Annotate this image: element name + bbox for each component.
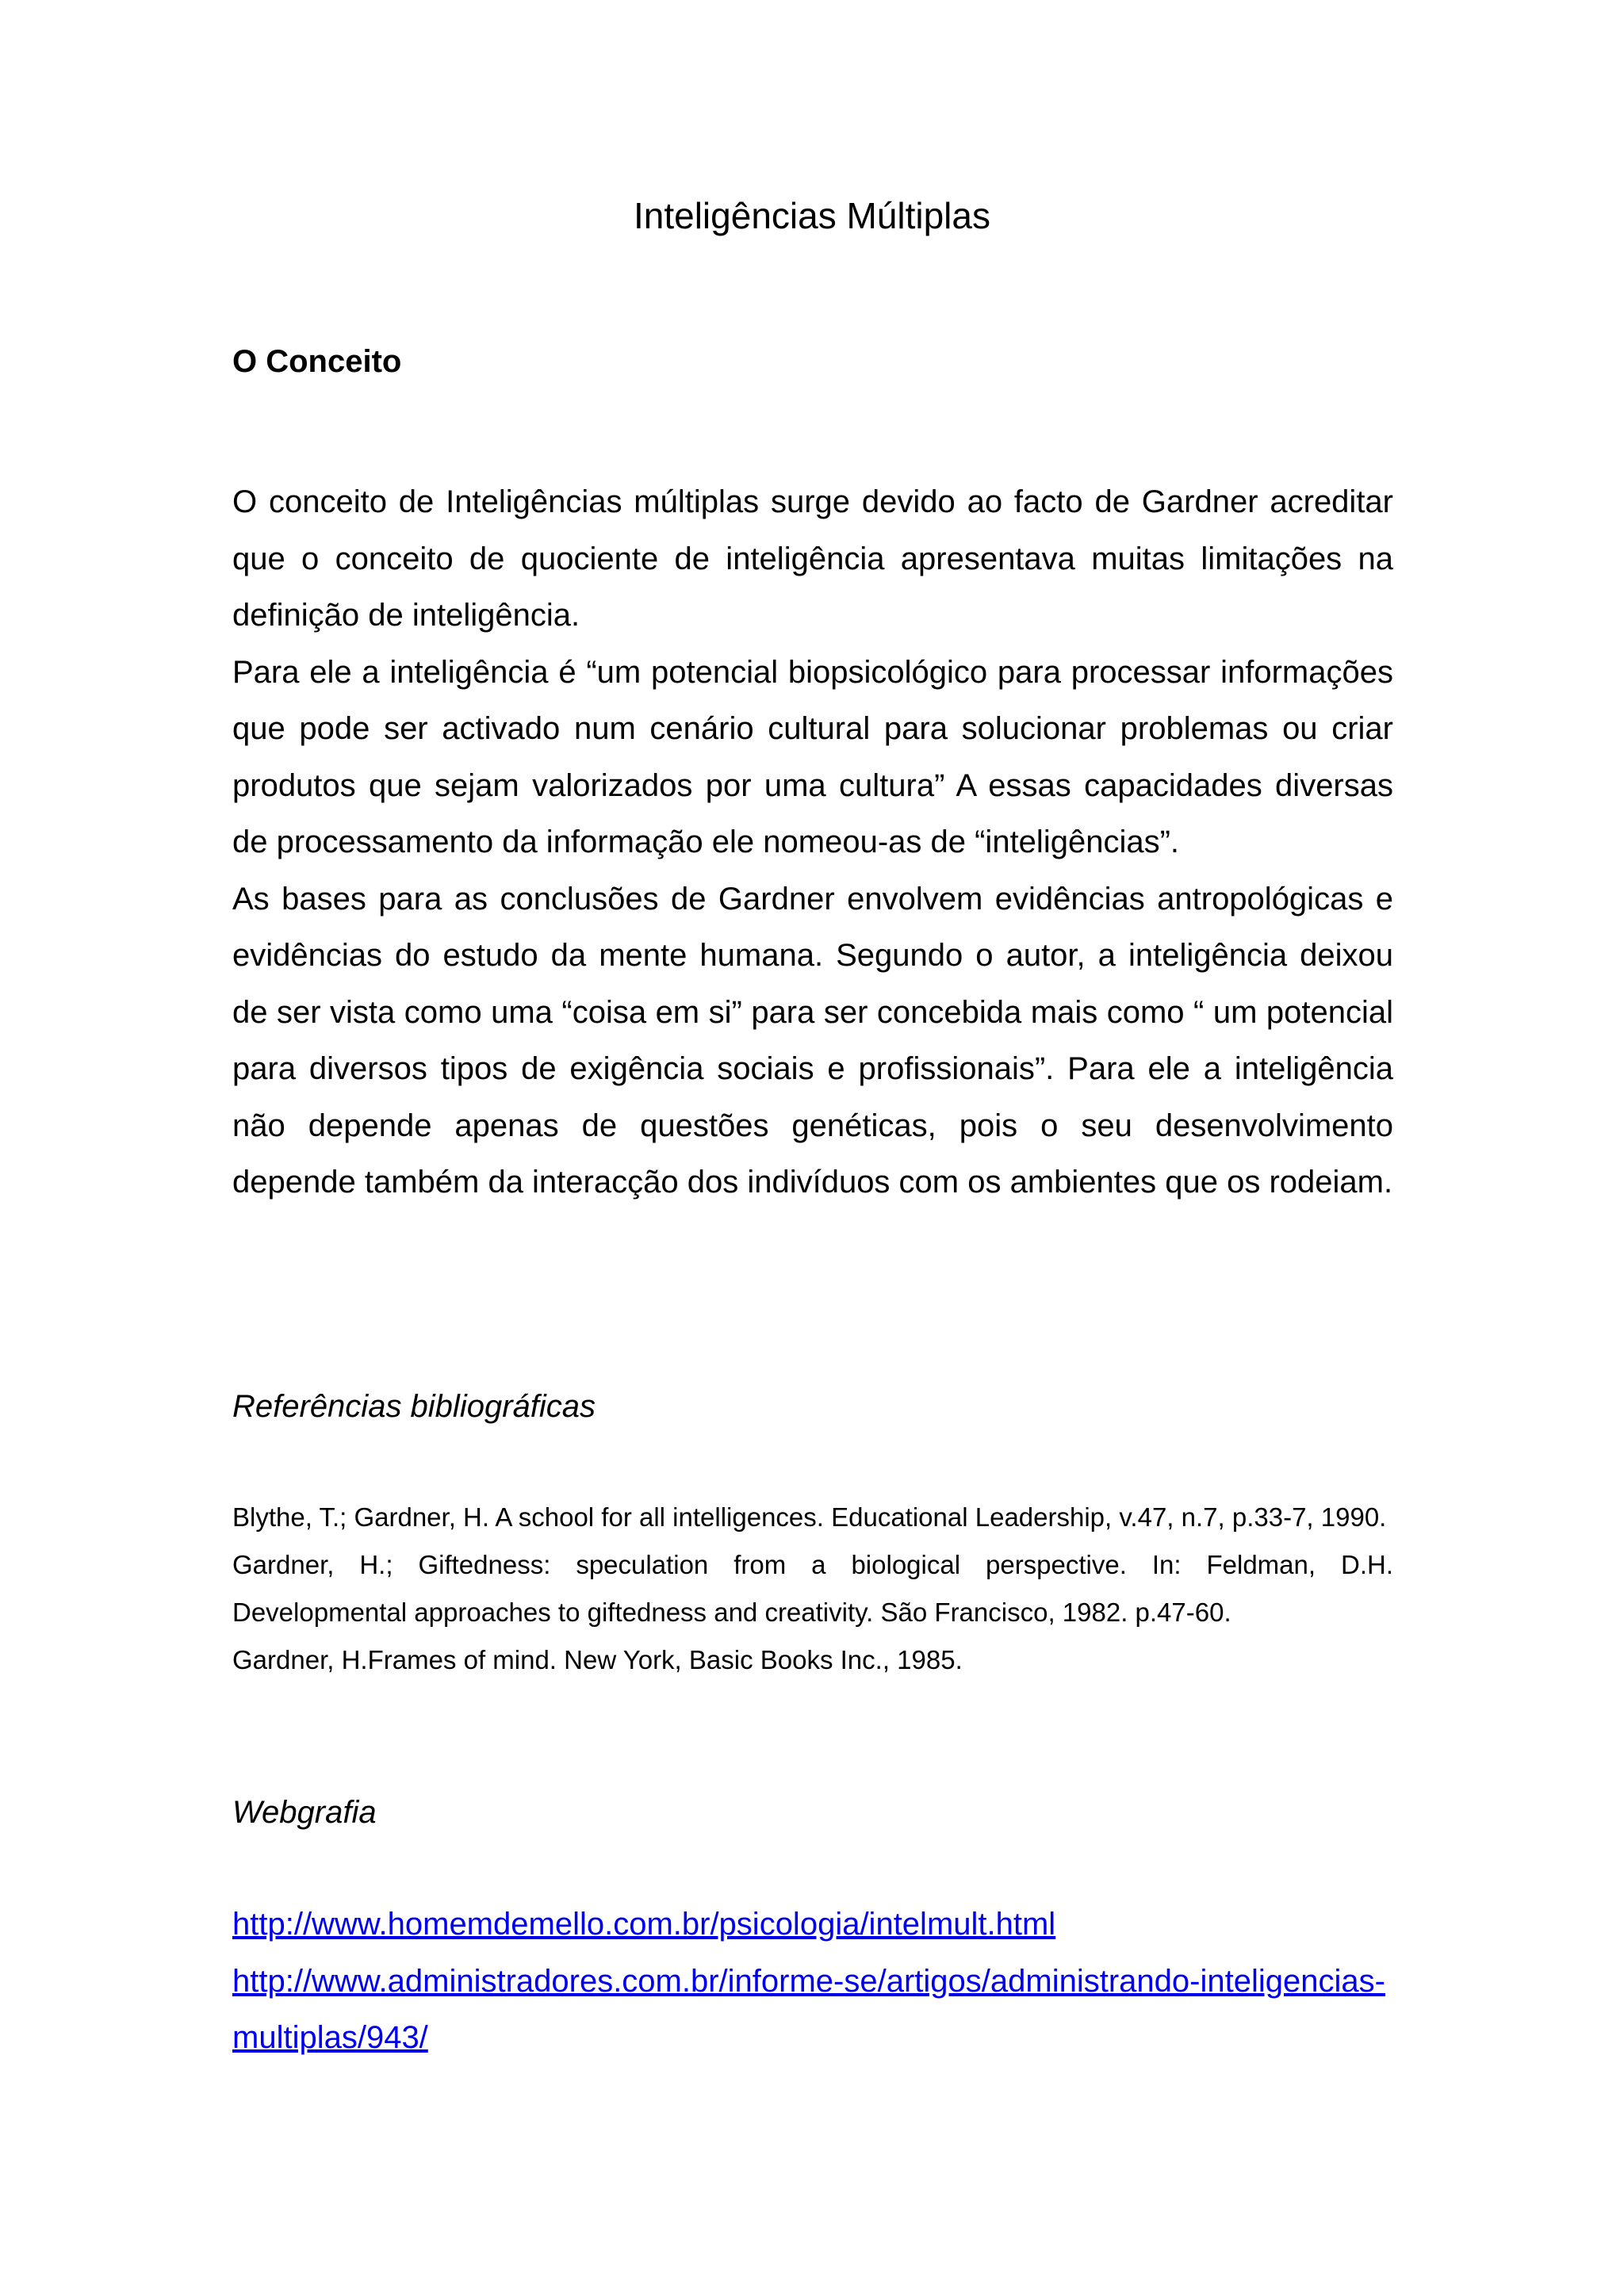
webgraphy-heading: Webgrafia: [232, 1795, 377, 1830]
reference-item-1: Blythe, T.; Gardner, H. A school for all intelligences. Educational Leadership, v.47, n.7, p.33-7, 1990.: [232, 1502, 1387, 1532]
section-heading: O Conceito: [232, 344, 402, 379]
references-heading: Referências bibliográficas: [232, 1389, 596, 1424]
web-link-administradores[interactable]: http://www.administradores.com.br/informe-se/artigos/administrando-inteligencias-multiplas/943/: [232, 1963, 1385, 2055]
reference-item-2: Gardner, H.; Giftedness: speculation from a biological perspective. In: Feldman, D.H. Developmental approaches to giftedness and creativity. São Francisco, 1982. p.47-60.: [232, 1550, 1393, 1627]
reference-item-3: Gardner, H.Frames of mind. New York, Basic Books Inc., 1985.: [232, 1645, 963, 1674]
paragraph-1: O conceito de Inteligências múltiplas surge devido ao facto de Gardner acreditar que o conceito de quociente de inteligência apresentava muitas limitações na definição de inteligência.: [232, 484, 1393, 633]
paragraph-2: Para ele a inteligência é “um potencial biopsicológico para processar informações que pode ser activado num cenário cultural para solucionar problemas ou criar produtos que sejam valorizados por uma cultura” A essas capacidades diversas de processamento da informação ele nomeou-as de “inteligências”.: [232, 654, 1393, 859]
body-text: [232, 474, 1393, 1211]
web-link-homemdemello[interactable]: http://www.homemdemello.com.br/psicologia/intelmult.html: [232, 1907, 1056, 1942]
paragraph-3: As bases para as conclusões de Gardner envolvem evidências antropológicas e evidências do estudo da mente humana. Segundo o autor, a inteligência deixou de ser vista como uma “coisa em si” para ser concebida mais como “ um potencial para diversos tipos de exigência sociais e profissionais”. Para ele a inteligência não depende apenas de questões genéticas, pois o seu desenvolvimento depende também da interacção dos indivíduos com os ambientes que os rodeiam.: [232, 881, 1393, 1200]
document-title: Inteligências Múltiplas: [633, 195, 990, 236]
webgraphy-links: [232, 1896, 1393, 2067]
references-list: [232, 1494, 1393, 1684]
